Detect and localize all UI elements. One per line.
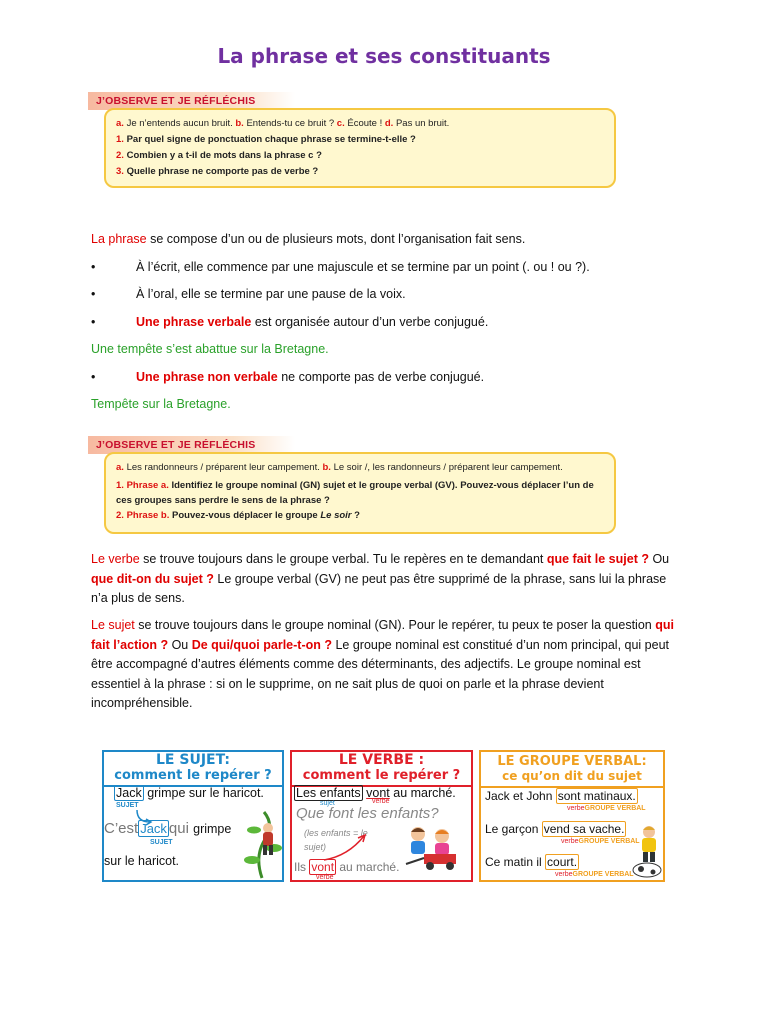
bullet-symbol: •: [91, 260, 96, 274]
bullet-symbol: •: [91, 370, 96, 384]
observe-sentences: a. Les randonneurs / préparent leur campement. b. Le soir /, les randonneurs / préparent leur campement.: [116, 462, 563, 473]
bullet-symbol: •: [91, 315, 96, 329]
card-sentence: Le garçon vend sa vache.: [485, 822, 625, 836]
tag-sujet: SUJET: [116, 802, 139, 809]
observe-content: [104, 108, 616, 188]
bullet-symbol: •: [91, 287, 96, 301]
arrow-icon: [320, 832, 370, 862]
observe-question-2: 2. Phrase b. Pouvez-vous déplacer le groupe Le soir ?: [116, 510, 360, 521]
page-title: La phrase et ses constituants: [217, 44, 551, 68]
card-sentence: Jack et John sont matinaux.: [485, 789, 636, 803]
bullet-item: À l’oral, elle se termine par une pause de la voix.: [136, 287, 406, 301]
observe-question-1: 1. Phrase a. Identifiez le groupe nominal (GN) sujet et le groupe verbal (GV). Pouvez-vous déplacer l’un de ces groupes sans perdre le sens de la phrase ?: [116, 480, 594, 506]
card-question: Que font les enfants?: [296, 805, 439, 822]
card-title: LE SUJET:: [156, 752, 230, 768]
tag-sujet: sujet: [320, 800, 335, 807]
card-groupe-verbal: [479, 750, 665, 882]
card-title: LE VERBE :: [338, 752, 425, 768]
paragraph-verbe: Le verbe se trouve toujours dans le groupe verbal. Tu le repères en te demandant que fait le sujet ? Ou que dit-on du sujet ? Le groupe verbal (GV) ne peut pas être supprimé de la phrase, sans lui la phrase n’a plus de sens.: [91, 552, 670, 605]
beanstalk-illustration-icon: [240, 810, 284, 880]
observe-box-1: [88, 92, 616, 188]
card-title: LE GROUPE VERBAL:: [497, 754, 647, 769]
card-sujet: [102, 750, 284, 882]
observe-question-1: 1. Par quel signe de ponctuation chaque phrase se termine-t-elle ?: [116, 134, 416, 145]
tag-sujet: SUJET: [150, 839, 173, 846]
bullet-item: À l’écrit, elle commence par une majuscule et se termine par un point (. ou ! ou ?).: [136, 260, 590, 274]
example-verbal: Une tempête s’est abattue sur la Bretagne.: [91, 342, 329, 356]
card-sentence: sur le haricot.: [104, 854, 180, 868]
observe-sentences: a. Je n’entends aucun bruit. b. Entends-tu ce bruit ? c. Écoute ! d. Pas un bruit.: [116, 118, 450, 129]
observe-header: J’OBSERVE ET JE RÉFLÉCHIS: [88, 436, 295, 454]
card-sentence: Ils vont au marché.: [294, 860, 400, 874]
card-subtitle: comment le repérer ?: [302, 768, 461, 783]
observe-question-2: 2. Combien y a t-il de mots dans la phrase c ?: [116, 150, 322, 161]
observe-question-3: 3. Quelle phrase ne comporte pas de verbe ?: [116, 166, 319, 177]
tag-verbe: verbe: [372, 798, 390, 805]
tag-groupe-verbal: verbeGROUPE VERBAL: [567, 805, 646, 812]
card-subtitle: comment le repérer ?: [114, 768, 272, 783]
card-sentence: Jack grimpe sur le haricot.: [116, 786, 264, 800]
observe-header: J’OBSERVE ET JE RÉFLÉCHIS: [88, 92, 295, 110]
tag-groupe-verbal: verbeGROUPE VERBAL: [561, 838, 640, 845]
observe-box-2: [88, 436, 616, 534]
card-subtitle: ce qu’on dit du sujet: [502, 769, 642, 783]
tag-groupe-verbal: verbeGROUPE VERBAL: [555, 871, 634, 878]
card-verbe: [290, 750, 473, 882]
bullet-item: Une phrase verbale est organisée autour d’un verbe conjugué.: [136, 315, 489, 329]
paragraph-sujet: Le sujet se trouve toujours dans le groupe nominal (GN). Pour le repérer, tu peux te poser la question qui fait l’action ? Ou De qui/quoi parle-t-on ? Le groupe nominal est constitué d’un nom principal, qui peut être accompagné d’autres éléments comme des déterminants, des adjectifs. Le groupe nominal est essentiel à la phrase : si on le supprime, on ne sait plus de quoi on parle et la phrase devient incompréhensible.: [91, 618, 674, 710]
card-note: (les enfants = le sujet): [304, 828, 368, 852]
example-non-verbal: Tempête sur la Bretagne.: [91, 397, 231, 411]
card-sentence: C’est Jack qui grimpe: [104, 820, 232, 837]
children-wagon-illustration-icon: [400, 824, 470, 872]
card-sentence: Ce matin il court.: [485, 855, 578, 869]
paragraph-phrase: La phrase se compose d’un ou de plusieurs mots, dont l’organisation fait sens.: [91, 232, 526, 246]
observe-content: [104, 452, 616, 534]
boy-cow-illustration-icon: [631, 824, 665, 880]
tag-verbe: verbe: [316, 874, 334, 881]
bullet-item: Une phrase non verbale ne comporte pas de verbe conjugué.: [136, 370, 485, 384]
card-sentence: Les enfants vont au marché.: [296, 786, 456, 800]
